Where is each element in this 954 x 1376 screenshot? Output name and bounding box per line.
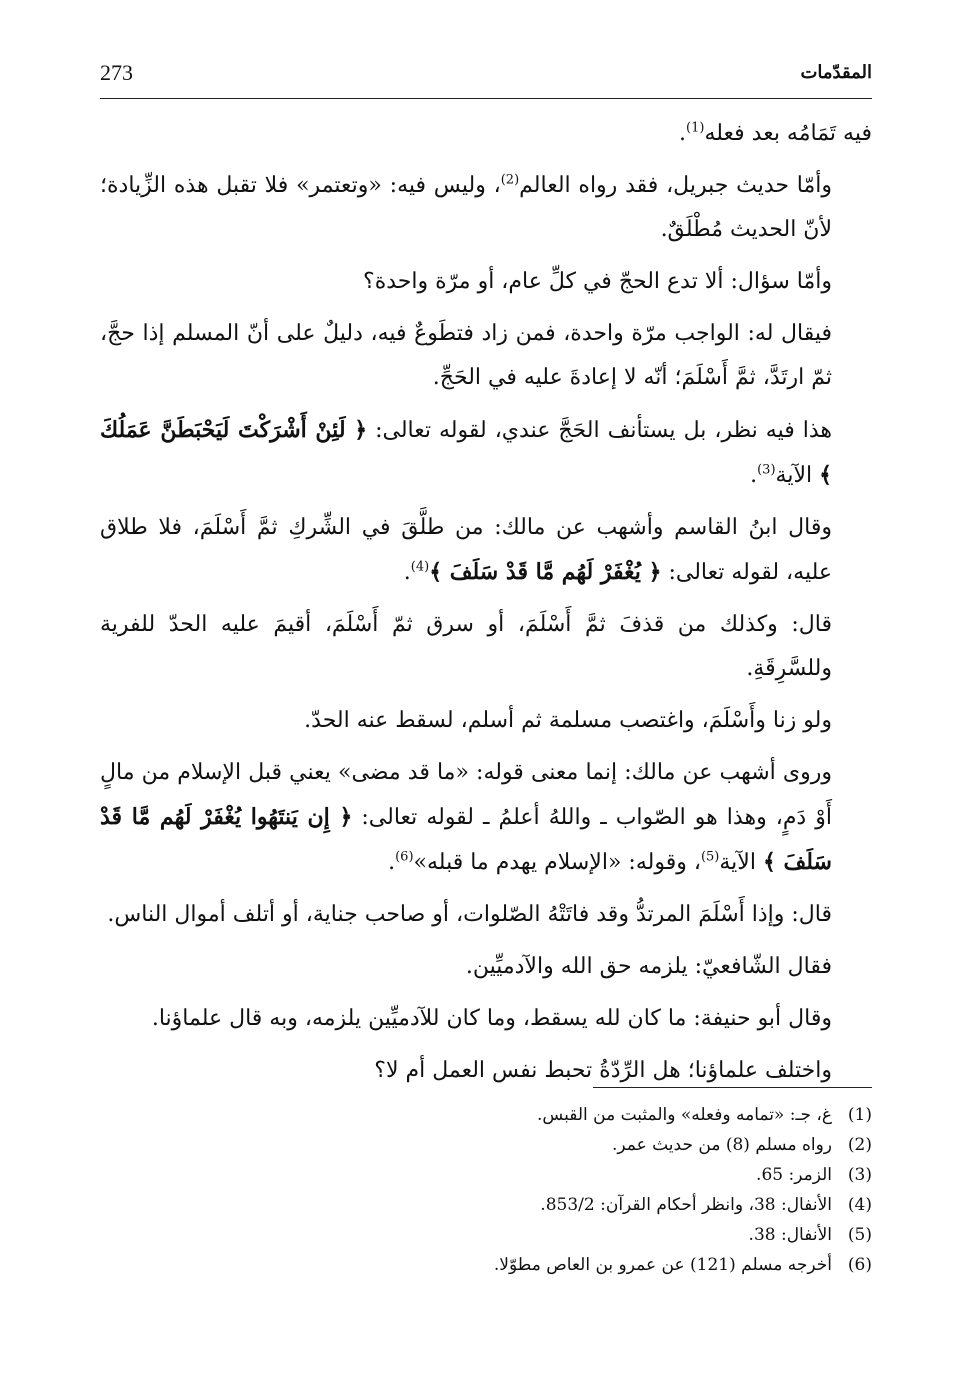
paragraph bbox=[100, 603, 872, 691]
paragraph-text: وروى أشهب عن مالك: إنما معنى قوله: «ما قد مضى» يعني قبل الإسلام من مالٍ أَوْ دَمٍ، وهذا هو الصّواب ـ واللهُ أعلمُ ـ لقوله تعالى: bbox=[100, 760, 832, 830]
paragraph-text: ، وليس فيه: «وتعتمر» فلا تقبل هذه الزِّيادة؛ لأنّ الحديث مُطْلَقٌ. bbox=[100, 173, 832, 242]
footnote-text: أخرجه مسلم (121) عن عمرو بن العاص مطوّلا. bbox=[493, 1255, 832, 1275]
footnote-text: الأنفال: 38. bbox=[748, 1225, 832, 1245]
footnote-text: الزمر: 65. bbox=[756, 1165, 832, 1185]
paragraph bbox=[100, 997, 872, 1041]
paragraph-text: . bbox=[679, 121, 687, 146]
paragraph-text: قال: وكذلك من قذفَ ثمَّ أَسْلَمَ، أو سرق ثمّ أَسْلَمَ، أقيمَ عليه الحدّ للفرية وللسَّرِقَةِ. bbox=[100, 612, 832, 681]
footnote-text: الأنفال: 38، وانظر أحكام القرآن: 853/2. bbox=[540, 1195, 832, 1215]
paragraph-text: الآية bbox=[775, 463, 820, 488]
footnote-number: (1) bbox=[847, 1105, 872, 1125]
footnote-text: رواه مسلم (8) من حديث عمر. bbox=[611, 1135, 832, 1155]
paragraph-text: فيقال له: الواجب مرّة واحدة، فمن زاد فتطَوعٌ فيه، دليلٌ على أنّ المسلم إذا حجَّ، ثمّ ارتَدَّ، ثمَّ أَسْلَمَ؛ أنّه لا إعادةَ عليه في الحَجِّ. bbox=[100, 321, 832, 390]
paragraph-text: ، وقوله: «الإسلام يهدم ما قبله» bbox=[413, 850, 701, 875]
footnote-number: (2) bbox=[847, 1135, 872, 1155]
page-header bbox=[100, 56, 872, 99]
paragraph-text: وأمّا حديث جبريل، فقد رواه العالم bbox=[519, 173, 832, 198]
footnote-item bbox=[100, 1100, 872, 1130]
footnote-text: غ، جـ: «تمامه وفعله» والمثبت من القبس. bbox=[537, 1105, 832, 1125]
footnote-item bbox=[100, 1220, 872, 1250]
footnote-ref: (3) bbox=[757, 462, 776, 478]
main-text bbox=[100, 112, 872, 1101]
footnote-divider bbox=[593, 1087, 872, 1088]
footnotes bbox=[100, 1100, 872, 1280]
quran-verse: ﴿ إِن يَنتَهُوا يُغْفَرْ لَهُم مَّا قَدْ سَلَفَ ﴾ bbox=[100, 804, 832, 875]
footnote-number: (4) bbox=[847, 1195, 872, 1215]
running-title: المقدّمات bbox=[800, 62, 872, 83]
footnote-ref: (1) bbox=[686, 120, 705, 136]
paragraph-text: وقال أبو حنيفة: ما كان لله يسقط، وما كان للآدميِّين يلزمه، وبه قال علماؤنا. bbox=[151, 1006, 832, 1031]
footnote-item bbox=[100, 1190, 872, 1220]
footnote-ref: (5) bbox=[700, 849, 720, 865]
footnote-ref: (6) bbox=[395, 849, 414, 865]
paragraph bbox=[100, 408, 872, 498]
paragraph bbox=[100, 506, 872, 595]
quran-verse: ﴿ لَئِنْ أَشْرَكْتَ لَيَحْبَطَنَّ عَمَلُكَ ﴾ bbox=[100, 417, 832, 488]
paragraph-text: وأمّا سؤال: ألا تدع الحجّ في كلِّ عام، أو مرّة واحدة؟ bbox=[363, 269, 832, 294]
paragraph bbox=[100, 893, 872, 937]
paragraph-text: الآية bbox=[719, 850, 763, 875]
paragraph-text: . bbox=[388, 850, 396, 875]
footnote-item bbox=[100, 1250, 872, 1280]
quran-verse: ﴿ يُغْفَرْ لَهُم مَّا قَدْ سَلَفَ ﴾ bbox=[429, 559, 662, 585]
footnote-number: (5) bbox=[847, 1225, 872, 1245]
paragraph bbox=[100, 699, 872, 743]
footnote-ref: (2) bbox=[500, 172, 520, 188]
paragraph-text: . bbox=[403, 560, 411, 585]
paragraph-text: هذا فيه نظر، بل يستأنف الحَجَّ عندي، لقوله تعالى: bbox=[367, 418, 832, 443]
paragraph-text: ولو زنا وأَسْلَمَ، واغتصب مسلمة ثم أسلم، لسقط عنه الحدّ. bbox=[304, 708, 832, 733]
paragraph bbox=[100, 164, 872, 252]
page-number: 273 bbox=[100, 60, 133, 85]
paragraph-text: واختلف علماؤنا؛ هل الرِّدّةُ تحبط نفس العمل أم لا؟ bbox=[374, 1058, 832, 1083]
footnote-item bbox=[100, 1160, 872, 1190]
paragraph bbox=[100, 312, 872, 400]
footnote-ref: (4) bbox=[410, 559, 430, 575]
paragraph-text: فيه تَمَامُه بعد فعله bbox=[704, 121, 872, 146]
paragraph-text: وقال ابنُ القاسم وأشهب عن مالك: من طلَّقَ في الشِّركِ ثمَّ أَسْلَمَ، فلا طلاق عليه، لقوله تعالى: bbox=[100, 515, 832, 585]
footnote-item bbox=[100, 1130, 872, 1160]
paragraph bbox=[100, 112, 872, 156]
paragraph bbox=[100, 260, 872, 304]
paragraph-text: فقال الشّافعيّ: يلزمه حق الله والآدميِّين. bbox=[465, 954, 832, 979]
paragraph bbox=[100, 945, 872, 989]
paragraph-text: . bbox=[750, 463, 758, 488]
paragraph-text: قال: وإذا أَسْلَمَ المرتدُّ وقد فاتَتْهُ الصّلوات، أو صاحب جناية، أو أتلف أموال الناس. bbox=[107, 902, 832, 927]
footnote-number: (3) bbox=[847, 1165, 872, 1185]
footnote-number: (6) bbox=[847, 1255, 872, 1275]
paragraph bbox=[100, 751, 872, 885]
